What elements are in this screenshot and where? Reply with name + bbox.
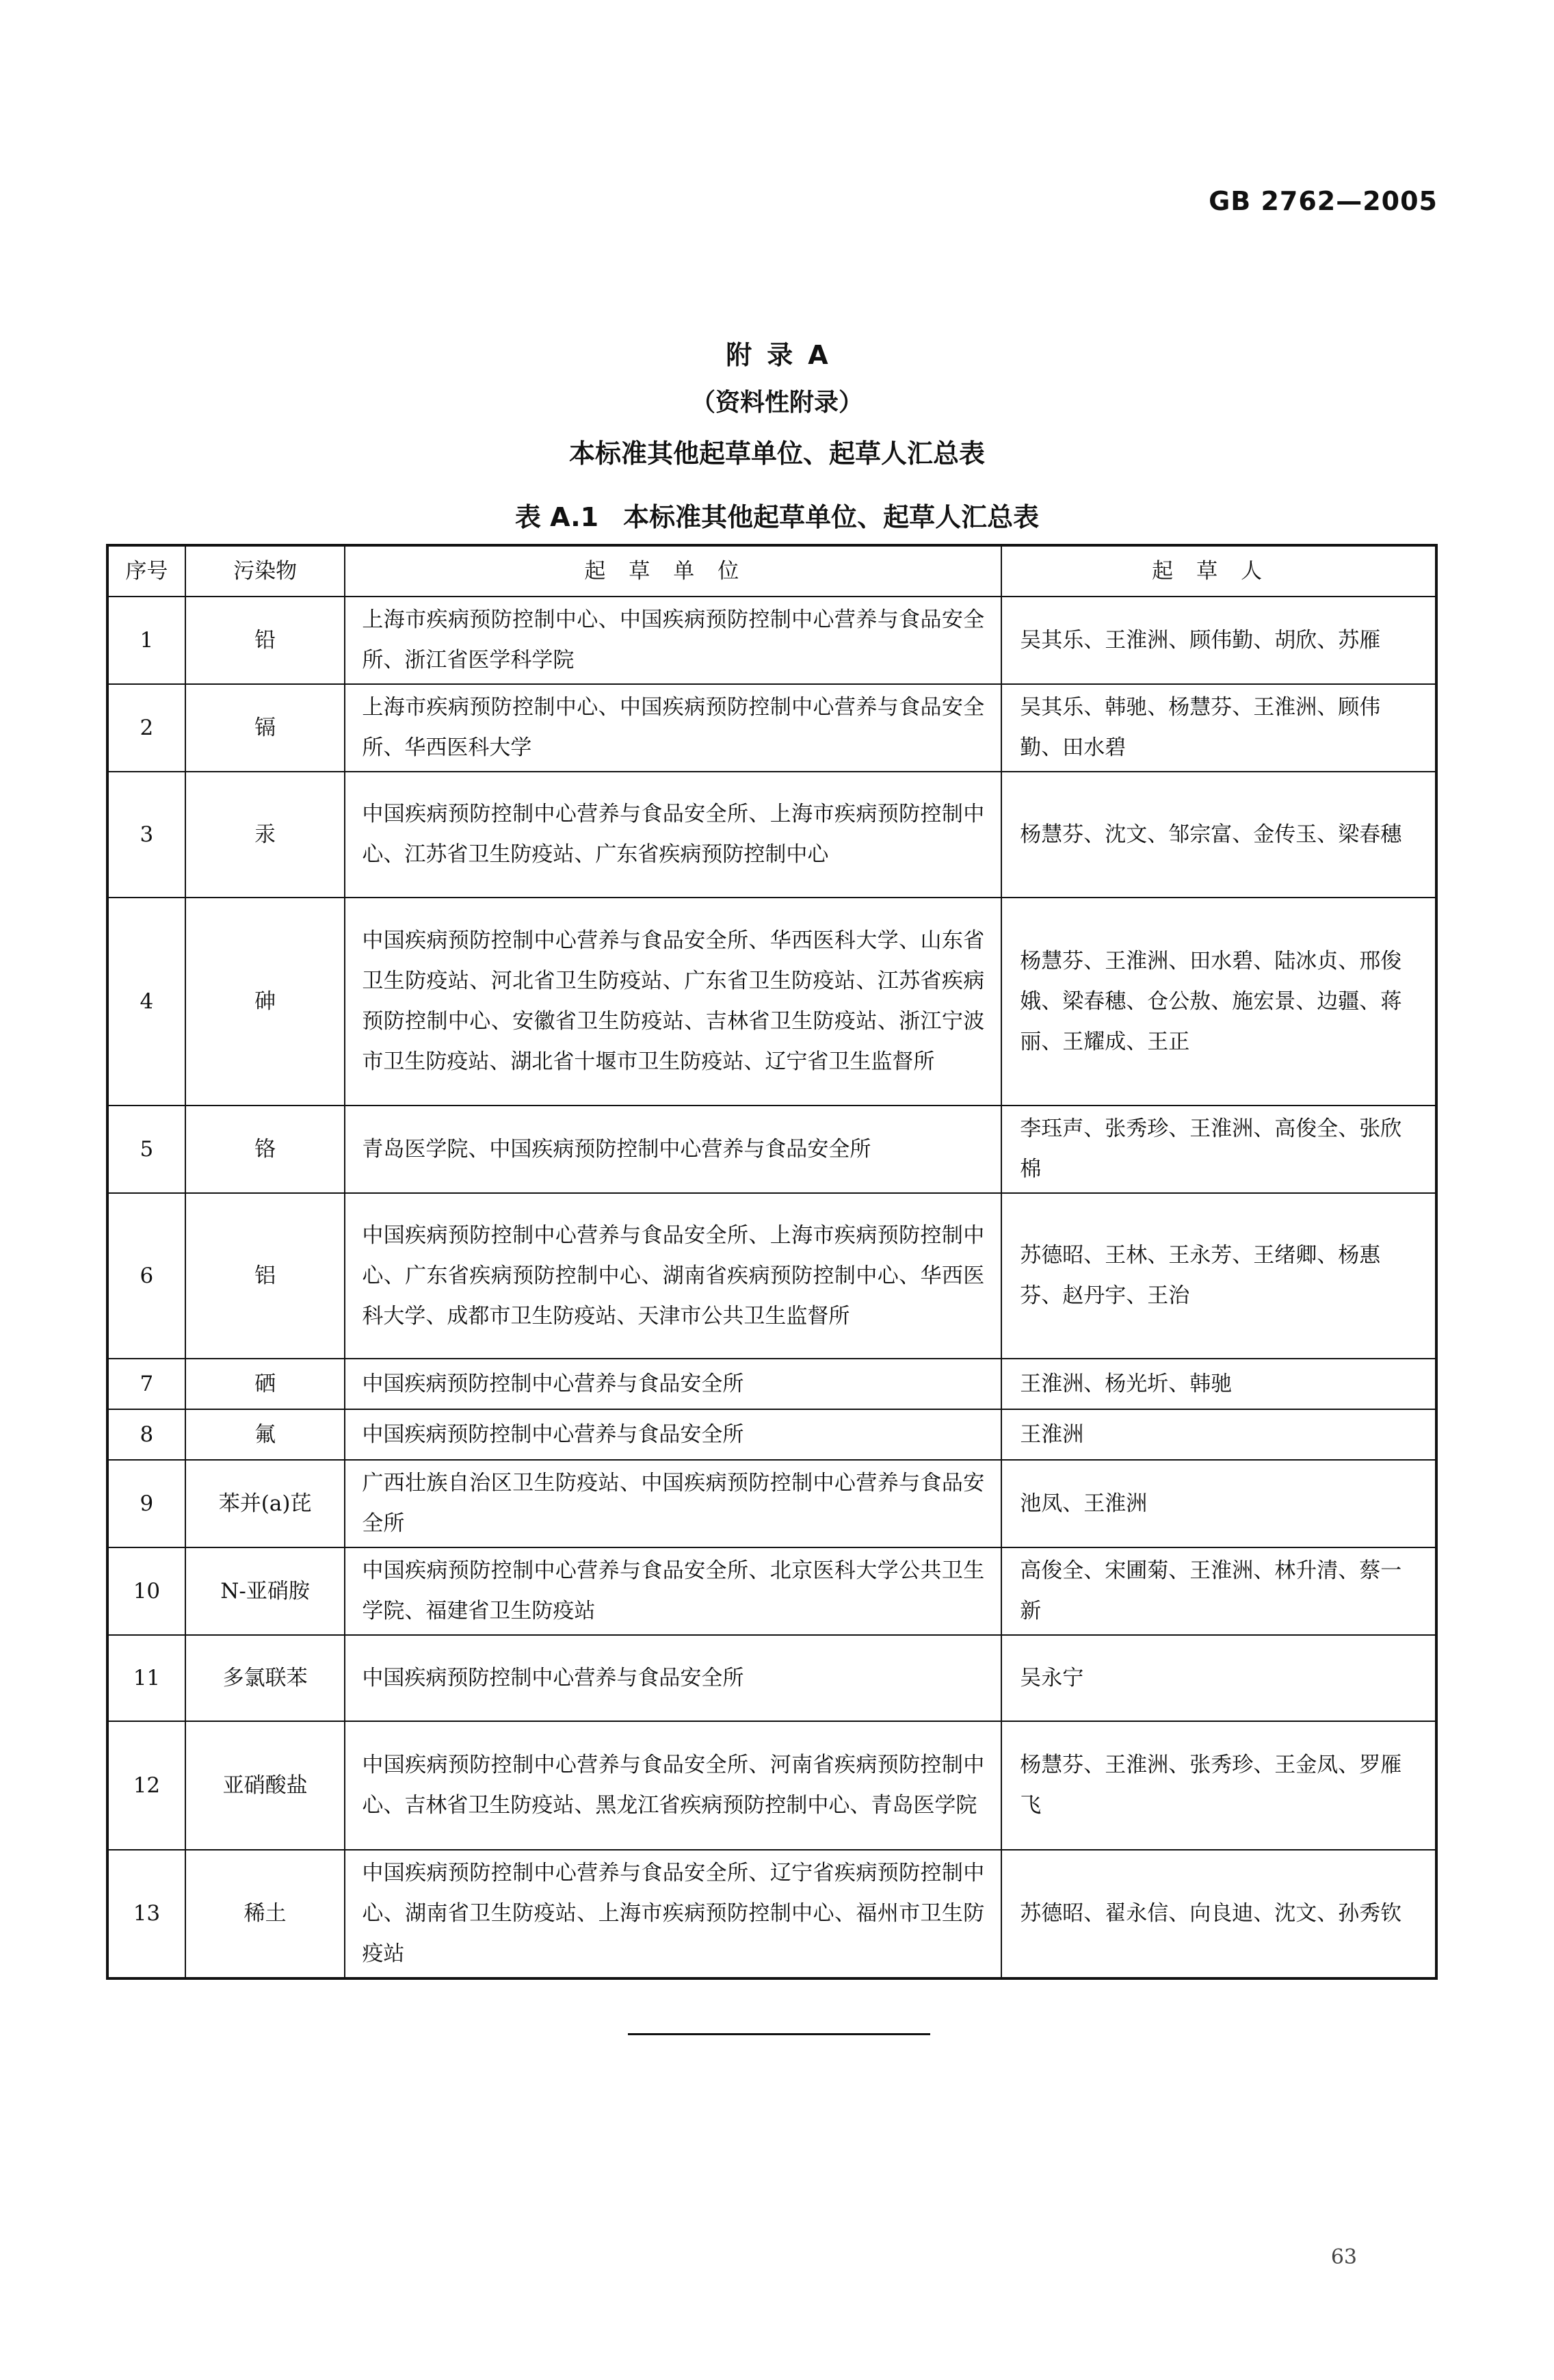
row-drafting-units: 中国疾病预防控制中心营养与食品安全所、上海市疾病预防控制中心、广东省疾病预防控制中心、湖南省疾病预防控制中心、华西医科大学、成都市卫生防疫站、天津市公共卫生监督所: [345, 1193, 1001, 1359]
row-drafting-units: 青岛医学院、中国疾病预防控制中心营养与食品安全所: [345, 1106, 1001, 1193]
table-row: [107, 898, 1436, 1106]
row-drafters: 李珏声、张秀珍、王淮洲、高俊全、张欣棉: [1001, 1106, 1436, 1193]
table-caption-number: 表 A.1: [514, 502, 599, 532]
table-caption-text: 本标准其他起草单位、起草人汇总表: [623, 502, 1040, 532]
row-drafters: 王淮洲、杨光圻、韩驰: [1001, 1359, 1436, 1409]
row-drafters: 苏德昭、王林、王永芳、王绪卿、杨惠芬、赵丹宇、王治: [1001, 1193, 1436, 1359]
row-pollutant: 汞: [185, 772, 345, 898]
table-row: [107, 1547, 1436, 1635]
row-drafting-units: 中国疾病预防控制中心营养与食品安全所: [345, 1409, 1001, 1460]
row-drafting-units: 上海市疾病预防控制中心、中国疾病预防控制中心营养与食品安全所、华西医科大学: [345, 684, 1001, 772]
header-drafters: 起草人: [1001, 545, 1436, 597]
row-drafting-units: 中国疾病预防控制中心营养与食品安全所、辽宁省疾病预防控制中心、湖南省卫生防疫站、上海市疾病预防控制中心、福州市卫生防疫站: [345, 1850, 1001, 1978]
table-row: [107, 1409, 1436, 1460]
row-pollutant: 砷: [185, 898, 345, 1106]
drafting-units-table: [106, 544, 1438, 1980]
row-pollutant: 亚硝酸盐: [185, 1721, 345, 1850]
table-header-row: [107, 545, 1436, 597]
standard-code: GB 2762—2005: [1209, 186, 1438, 216]
row-drafters: 吴其乐、王淮洲、顾伟勤、胡欣、苏雁: [1001, 597, 1436, 684]
table-row: [107, 1193, 1436, 1359]
row-number: 12: [107, 1721, 185, 1850]
row-drafting-units: 中国疾病预防控制中心营养与食品安全所、上海市疾病预防控制中心、江苏省卫生防疫站、广东省疾病预防控制中心: [345, 772, 1001, 898]
row-drafters: 吴其乐、韩驰、杨慧芬、王淮洲、顾伟勤、田水碧: [1001, 684, 1436, 772]
row-drafting-units: 广西壮族自治区卫生防疫站、中国疾病预防控制中心营养与食品安全所: [345, 1460, 1001, 1547]
row-pollutant: 铅: [185, 597, 345, 684]
row-pollutant: 苯并(a)芘: [185, 1460, 345, 1547]
row-number: 4: [107, 898, 185, 1106]
row-drafting-units: 中国疾病预防控制中心营养与食品安全所、北京医科大学公共卫生学院、福建省卫生防疫站: [345, 1547, 1001, 1635]
row-drafters: 杨慧芬、沈文、邹宗富、金传玉、梁春穗: [1001, 772, 1436, 898]
page-number: 63: [1330, 2245, 1357, 2269]
row-number: 2: [107, 684, 185, 772]
row-number: 6: [107, 1193, 185, 1359]
table-row: [107, 684, 1436, 772]
row-pollutant: 稀土: [185, 1850, 345, 1978]
table-row: [107, 1359, 1436, 1409]
row-drafting-units: 中国疾病预防控制中心营养与食品安全所: [345, 1359, 1001, 1409]
row-number: 13: [107, 1850, 185, 1978]
table-caption: [0, 496, 1554, 534]
row-drafters: 池凤、王淮洲: [1001, 1460, 1436, 1547]
end-rule: [628, 2033, 930, 2035]
table-row: [107, 1460, 1436, 1547]
annex-subtitle: （资料性附录）: [690, 389, 863, 417]
row-drafting-units: 中国疾病预防控制中心营养与食品安全所、河南省疾病预防控制中心、吉林省卫生防疫站、黑龙江省疾病预防控制中心、青岛医学院: [345, 1721, 1001, 1850]
row-pollutant: 铝: [185, 1193, 345, 1359]
row-drafting-units: 中国疾病预防控制中心营养与食品安全所、华西医科大学、山东省卫生防疫站、河北省卫生防疫站、广东省卫生防疫站、江苏省疾病预防控制中心、安徽省卫生防疫站、吉林省卫生防疫站、浙江宁波市卫生防疫站、湖北省十堰市卫生防疫站、辽宁省卫生监督所: [345, 898, 1001, 1106]
row-drafting-units: 上海市疾病预防控制中心、中国疾病预防控制中心营养与食品安全所、浙江省医学科学院: [345, 597, 1001, 684]
row-pollutant: 多氯联苯: [185, 1635, 345, 1721]
table-row: [107, 1721, 1436, 1850]
header-pollutant: 污染物: [185, 545, 345, 597]
row-drafters: 吴永宁: [1001, 1635, 1436, 1721]
row-number: 3: [107, 772, 185, 898]
row-number: 10: [107, 1547, 185, 1635]
row-pollutant: 铬: [185, 1106, 345, 1193]
annex-main-title: 本标准其他起草单位、起草人汇总表: [568, 439, 985, 469]
table-row: [107, 1635, 1436, 1721]
table-row: [107, 772, 1436, 898]
table-row: [107, 597, 1436, 684]
row-drafting-units: 中国疾病预防控制中心营养与食品安全所: [345, 1635, 1001, 1721]
row-drafters: 高俊全、宋圃菊、王淮洲、林升清、蔡一新: [1001, 1547, 1436, 1635]
row-drafters: 苏德昭、翟永信、向良迪、沈文、孙秀钦: [1001, 1850, 1436, 1978]
row-pollutant: N-亚硝胺: [185, 1547, 345, 1635]
row-pollutant: 镉: [185, 684, 345, 772]
row-drafters: 王淮洲: [1001, 1409, 1436, 1460]
header-no: 序号: [107, 545, 185, 597]
table-row: [107, 1850, 1436, 1978]
table-row: [107, 1106, 1436, 1193]
row-number: 1: [107, 597, 185, 684]
annex-title: 附录A: [726, 340, 843, 370]
row-number: 9: [107, 1460, 185, 1547]
row-number: 7: [107, 1359, 185, 1409]
row-number: 11: [107, 1635, 185, 1721]
row-drafters: 杨慧芬、王淮洲、田水碧、陆冰贞、邢俊娥、梁春穗、仓公敖、施宏景、边疆、蒋丽、王耀成、王正: [1001, 898, 1436, 1106]
row-number: 5: [107, 1106, 185, 1193]
header-units: 起草单位: [345, 545, 1001, 597]
row-pollutant: 氟: [185, 1409, 345, 1460]
row-number: 8: [107, 1409, 185, 1460]
row-drafters: 杨慧芬、王淮洲、张秀珍、王金凤、罗雁飞: [1001, 1721, 1436, 1850]
row-pollutant: 硒: [185, 1359, 345, 1409]
